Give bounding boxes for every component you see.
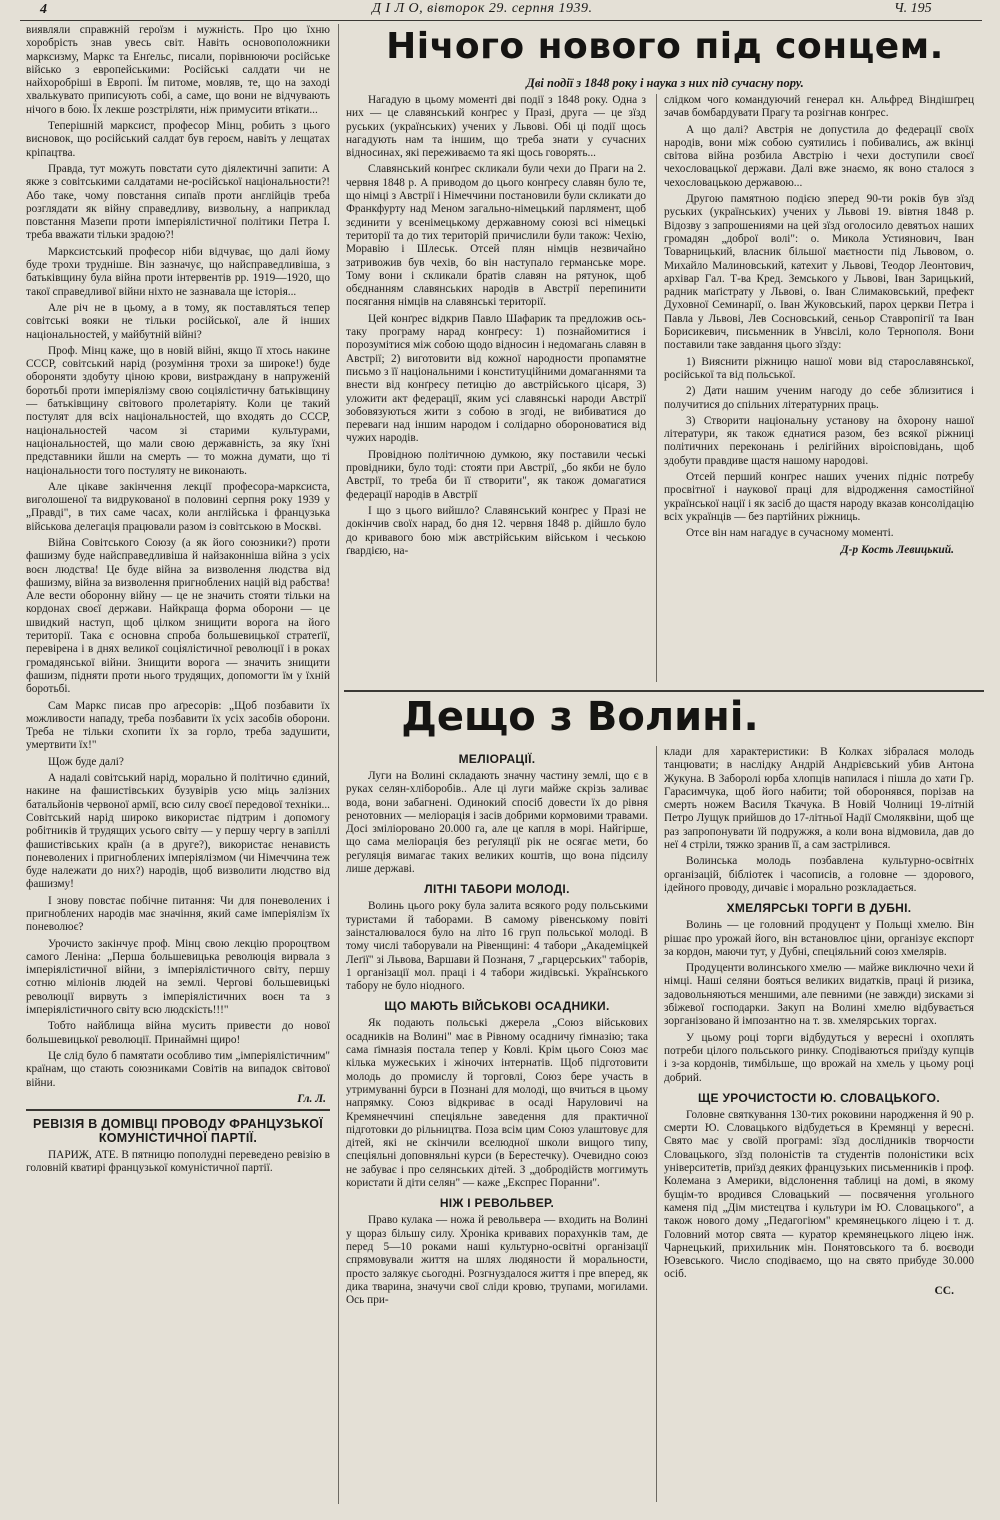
section-heading: ЩО МАЮТЬ ВІЙСЬКОВІ ОСАДНИКИ. [384,999,610,1014]
revision-text: ПАРИЖ, АТЕ. В пятницю пополудні переведено ревізію в головній кватирі французької комуністичної партії. [26,1148,330,1175]
article1-column2 [664,94,974,684]
paragraph: 1) Вияснити ріжницю нашої мови від старославянської, російської та від польської. [664,355,974,381]
article1-column1 [346,94,646,684]
paragraph: Урочисто закінчує проф. Мінц свою лекцію пророцтвом самого Леніна: „Перша большевицька революція вирвала з імперіялістичної війни, з імперіялістичного світу, першу сотню міліонів людей на землі. Чергові большевицькі революції вирвуть з імперіялістичних воєн та з імперіялістичного світу всю людскість!!!" [26,937,330,1017]
paragraph: І знову повстає побічне питання: Чи для поневолених і пригноблених народів має значіння, який саме імперіялізм їх поневолює? [26,894,330,934]
paragraph: Це слід було б памятати особливо тим „імперіялістичним" країнам, що стають союзниками Совітів на випадок світової війни. [26,1049,330,1089]
section-heading: ЛІТНІ ТАБОРИ МОЛОДІ. [424,882,570,897]
header-rule [20,20,982,21]
article1-column2-paragraphs [664,94,974,541]
left-column-paragraphs [26,24,330,1090]
article2-column2 [664,746,974,1502]
section-heading: МЕЛІОРАЦІЇ. [458,752,536,766]
column-rule-article2 [656,746,657,1502]
paragraph: Але цікаве закінчення лекції професора-марксиста, виголошеної та видрукованої в половині серпня року 1939 у „Правді", в тих саме часах, коли англійська і французька військова делегація працювали разом із совітською в Москві. [26,480,330,533]
paragraph: Славянський конґрес скликали були чехи до Праги на 2. червня 1848 р. А приводом до цього конґресу славян було те, що німці з Австрії і Німеччини постановили були скликати до Франкфурту над Меном загально-німецький парлямент, щоб зєдинити у всенімецькому державному союзі всі німецькі території та до тих територій причислили були також: Чехію, Моравію і Шлеськ. Отсей плян німців незвичайно затривожив був чехів, бо він наступало германське море. Тому вони і скликали братів славян на рятунок, щоб обєднанням славянських народів в Австрії перепинити посягання німців на славянські території. [346,163,646,309]
issue-number: Ч. 195 [894,1,932,16]
paragraph: Право кулака — ножа й револьвера — входить на Волині у щораз більшу силу. Хроніка кривавих порахунків там, де перед 5—10 роками наші культурно-освітні організації спрямовували життя на шлях людяности й моральности, просто залякує сьогодні. Розгнуздалося життя і пре вперед, як дика тварина, значучи свої сліди кровю, трупами, могилами. Ось при- [346,1214,648,1307]
paragraph: Правда, тут можуть повстати суто діялектичні запити: А якже з совітськими салдатами не-російської національности?! Або таке, чому повстання сипаїв проти англійців треба розглядати як війну справедливу, визвольну, а наприклад повстання Мазепи проти імперіялістичної політики Петра І. треба вважати тільки зрадою?! [26,162,330,242]
paragraph: Проф. Мінц каже, що в новій війні, якщо її хтось накине СССР, совітський нарід (розуміння трохи за широке!) буде обороняти здобуту ціною крови, виstраждану в напруженій боротьбі проти імперіялізму свою соціялістичну батьківщину — батьківщину світового пролетаріяту. Коли це такий постулят для всіх національностей, що входять до СССР, національностей часом зі старими культурами, національностей, що мали свою державність, за яку їхні представники йшли на смерть — то можна думати, що ті національности того постуляту не виконають. [26,344,330,477]
paragraph: Отсе він нам нагадує в сучасному моменті. [686,527,894,540]
section-heading: ХМЕЛЯРСЬКІ ТОРГИ В ДУБНІ. [726,901,912,916]
article1-signature: Д-р Кость Левицький. [840,543,954,556]
paragraph: Волинська молодь позбавлена культурно-освітніх організацій, бібліотек і часописів, а головне — здорового, ідейного проводу, дичавіє і морально розкладається. [664,855,974,894]
paragraph: слідком чого командуючий генерал кн. Альфред Віндішґрец зачав бомбардувати Прагу та розігнав конґрес. [664,94,974,120]
left-column [26,24,330,1502]
paragraph: 3) Створити національну установу на ôхорону нашої літератури, як також єднатися разом, без всякої ріжниці політичних переконань і релігійних віроісповідань, щоб здобути правдиве щастя нашому народові. [664,414,974,467]
article2-title: Дещо з Волині. [401,694,759,740]
article1-subtitle: Дві події з 1848 року і наука з них під сучасну пору. [526,76,804,90]
paragraph: виявляли справжній героїзм і мужність. Про цю їхню хоробрість знав увесь світ. Навіть основоположники марксизму, Маркс та Енґельс, писали, порівнюючи російське військо з европейськими: Російські салдати чи не найхоробріші в Европі. Їм питоме, мовляв, те, що на заході хвалькувато приписують собі, а саме, що вони не відчувають нічого в бою. Їх лекше розстріляти, ніж примусити втікати... [26,24,330,116]
paragraph: Тобто найблища війна мусить привести до нової большевицької революції. Принаймні щиро! [26,1020,330,1046]
paragraph: Волинь цього року була залита всякого роду польськими туристами й таборами. В самому рівенському повіті заінсталювалося було на літо 16 груп польської молоді. В тому числі таборували на Рівенщині: 4 табори „Академіцкей Леґії" зі Львова, Варшави й Познаня, 7 „гарцерських" таборів, 1 організації мол. праці і 4 табори жидівські. Українського табору не було ніодного. [346,900,648,993]
paragraph: І що з цього вийшло? Славянський конґрес у Празі не докінчив своїх нарад, бо дня 12. червня 1848 р. дійшло було до кривавого бою між австрійським військом і чеською ґвардією, на- [346,504,646,557]
masthead: Д І Л О, вівторок 29. серпня 1939. [372,1,593,16]
paragraph: Але річ не в цьому, а в тому, як поставляться тепер совітські вояки не тільки російської, але й інших національностей, у майбутній війні? [26,301,330,341]
page-number: 4 [40,2,47,17]
revision-heading: РЕВІЗІЯ В ДОМІВЦІ ПРОВОДУ ФРАНЦУЗЬКОЇ КОМУНІСТИЧНОЇ ПАРТІЇ. [32,1116,324,1145]
left-divider [26,1109,330,1111]
paragraph: Головне святкування 130-тих роковини народження й 90 р. смерти Ю. Словацького відбудеться в Кремянці у вересні. Свято має у своїй програмі: зїзд дослідників творчости Словацького, зїзд полоністів та студентів полоністики всіх університетів, приїзд деяких французьких письменників і проф. Колемана з Америки, відслонення таблиці на домі, в якому бущім-то вродився Словацький — посвячення угольного каменя під „Дім мистецтва і культури ім Ю. Словацького", а також нового дому „Педагогіюм" кремянецького ліцею і т. д. Головний мотор свята — куратор кремянецького ліцею інж. Чарнецький, прихильник мін. Понятовського та б. воєводи Юзевського. Число сподіваємо, що на свято прибуде 30.000 осіб. [664,1108,974,1281]
paragraph: А надалі совітський нарід, морально й політично єдиний, накине на фашистівських бузувірів усю міць залізних батальйонів червоної армії, всю силу своєї передової техніки... Совітський нарід широко використає підтрим і допомогу робітників й трудящих усього світу — у першу чергу в запіллі фашистівських країн (а в друге?), використає ненависть поневолених і пригноблених імперіялізмом (чи Німеччина теж буде належати до них?) народів, щоб визволити людство від фашизму! [26,772,330,891]
article2-signature: СС. [934,1284,954,1297]
paragraph: Луги на Волині складають значну частину землі, що є в руках селян-хліборобів.. Але ці луги майже скрізь заливає вода, вони забагнені. Одинокий спосіб довести їх до рівня ренотовних — меліорація і засів добрими кормовими травами. Досі зміліоровано 20.000 га, але це капля в морі. Найгірше, що сама меліорація без реґуляції рік не осягає мети, бо реґуляція вимагає таких великих коштів, що вона підсилу лише державі. [346,770,648,876]
paragraph: Провідною політичною думкою, яку поставили чеські провідники, було тоді: стояти при Австрії, „бо якби не було Австрії, то треба би її створити", як також домагатися федерації народів в Австрії [346,448,646,501]
article2-column1-sections [346,752,648,1307]
left-signature: Гл. Л. [297,1092,326,1105]
paragraph: У цьому році торги відбудуться у вересні і охоплять потреби цілого польського ринку. Сподіваються приїзду купців і з-за кордонів, тимбільше, що врожай на хмель у цьому році добрий. [664,1031,974,1084]
paragraph: Продуценти волинського хмелю — майже виключно чехи й німці. Наші селяни бояться великих видатків, праці й ризика, задовольняються меншими, але певними (не завжди) зисками зі збіжевої господарки. Закуп на Волині хмелю відбувається зорганізовано й імпозантно на т. зв. хмелярських торгах. [664,962,974,1028]
paragraph: Марксистський професор ніби відчуває, що далі йому буде трохи трудніше. Він зазначує, що найсправедливіша, з батьківщину була війна проти інтервентів рр. 1919—1920, що такої справедливої війни ніхто не зазнавала ще історія... [26,245,330,298]
paragraph: Отсей перший конґрес наших учених підніс потребу просвітної і наукової праці для відродження самостійної української нації і як засіб до щастя народу вказав консолідацію всіх українців — без партійних ріжниць. [664,471,974,523]
article1-column1-paragraphs [346,94,646,558]
article2-column1 [346,746,648,1502]
article2-column2-sections [664,746,974,1282]
article1-title: Нічого нового під сонцем. [386,26,944,67]
paragraph: Війна Совітського Союзу (а як його союзники?) проти фашизму буде найсправедливіша й найзаконніша війна з усіх воєн людства! Це буде війна за визволення людства від фашизму, війна за визволення пригноблених націй від рабства! Але вести оборонну війну — це не значить стояти тільки на кордонах своєї держави. Найкраща форма оборони — це швидкий наступ, щоб цілком знищити ворога на його території. Така є основна спроба большевицької стратеґії, перевірена і в днях великої соціялістичної революції і в роках громадянської війни. Знищити ворога — значить знищити фашизм, підняти проти нього трудящих, допомогти їм у їхній боротьбі. [26,536,330,696]
article-divider [344,690,984,692]
paragraph: А що далі? Австрія не допустила до федерації своїх народів, вони між собою суятились і побивались, аж вкінці світова війна розбила Австрію і чехи доступили своєї чехословацької держави. Далі вже знаємо, як воно сталося з чехословацькою державою... [664,123,974,189]
paragraph: Другою памятною подією зперед 90-ти років був зїзд руських (українських) учених у Львові 19. вівтня 1848 р. Відозву з запрошениями на цей зїзд оголосило девятьох наших громадян „доброї волі": о. Микола Устиянович, Іван Товарницький, власник більшої маєтности під Львовом, о. Михайло Малиновський, катехит у Львові, Теодор Леонтович, архівар Гал. Т-ва Кред. Земського у Львові, Іван Зарицький, радник маґістрату у Львові, о. Іван Слимаковський, префект Духовної Семинарії, о. Іван Жуковський, парох церкви Петра і Павла у Львові, Лев Сосновський, сеньор Ставропігії та Іван Борисикевич, письменник в Унвсілі, коло Тернополя. Вони поставили таке завдання цього зїзду: [664,193,974,352]
paragraph: Як подають польські джерела „Союз військових осадників на Волині" має в Рівному осадничу ґімназію; така сама ґімназія постала тепер у Ковлі. Крім цього Союз має кілька мужеських і жіночих інтернатів. Щоб підготовити молодь до промислу й торговлі, Союз бере участь в утримуванні бурси в Познані для молоді, що вчиться в цьому напрямку. Союз відкриває в осаді Наруловичі на Кремянеччині спеціяльне заведення для практичної підготовки до рільництва. Поза всім цим Союз улаштовує для дітей, які не скінчили вселюдної школи вищого типу, спеціяльні доповняльні курси (в Берестечку). Очевидно союз не забуває і про селянських дітей. З „добродійств моггимуть користати й діти селян" — каже „Експрес Поранни". [346,1017,648,1190]
section-heading: ЩЕ УРОЧИСТОСТИ Ю. СЛОВАЦЬКОГО. [698,1090,940,1105]
column-rule-left [338,24,339,1504]
paragraph: 2) Дати нашим ученим нагоду до себе зблизитися і получитися до спільних літературних праць. [664,385,974,411]
paragraph: Волинь — це головний продуцент у Польщі хмелю. Він рішає про урожай його, він встановлює ціни, організує експорт за кордон, маючи тут, у Дубні, спеціяльний союз хмелярів. [664,919,974,958]
paragraph: клади для характеристики: В Колках зібралася молодь танцювати; в наслідку Андрій Андрієвський убив Антона Жукуна. В Заборолі юрба хлопців напилася і пішла до хати Гр. Гарасимчука, щоб його набити; той оборонявся, порізав на смерть ножем Василя Ткачука. В Новій Чолниці 19-літній Петро Лущук прийшов до 17-літньої Надії Смоляквіни, щоб ще раз запропонувати їй подружжя, а коли вона відмовила, дав до неї 4 стріли, тяжко зранив її, а сам застрілився. [664,746,974,852]
column-rule-article1 [656,94,657,682]
paragraph: Щож буде далі? [48,755,124,768]
section-heading: НІЖ І РЕВОЛЬВЕР. [439,1196,555,1211]
paragraph: Сам Маркс писав про аґресорів: „Щоб позбавити їх можливости нападу, треба позбавити їх усіх засобів оборони. Треба не тільки схопити їх за горло, треба задушити, умертвити їх!" [26,699,330,752]
paragraph: Цей конґрес відкрив Павло Шафарик та предложив ось-таку програму нарад конґресу: 1) познайомитися і порозумітися між собою щодо відносин і недомагань славян в Австрії; 2) виготовити від кожної народности пропамятне письмо з її національними і конституційними домаганнями та внести від конґресу петицію до австрійського цісаря, 3) уложити акт федерації, яким усі славянські народи Австрії зобовязуються жити з собою в згоді, не вибиватися до переваги над іншим народом і солідарно обороноватися від чужих народів. [346,312,646,445]
paragraph: Нагадую в цьому моменті дві події з 1848 року. Одна з них — це славянський конґрес у Празі, друга — це зїзд руських (українських) учених у Львові. Обі ці події щось нагадують нам та іншим, що треба знати у сучасних відносинах, які переживаємо та які щось говорять... [346,94,646,160]
paragraph: Теперішній марксист, професор Мінц, робить з цього висновок, що російський салдат був героєм, навіть у лещатах кріпацтва. [26,120,330,159]
